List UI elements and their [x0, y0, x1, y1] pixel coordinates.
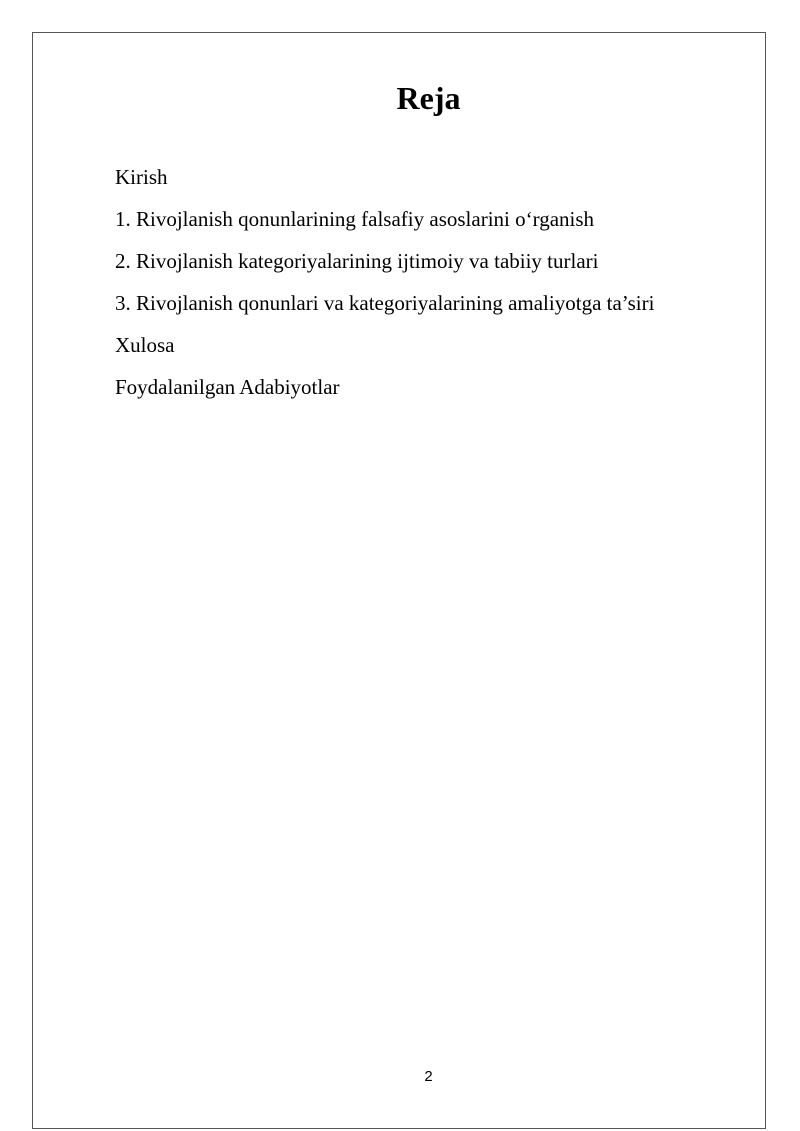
- toc-item-conclusion: Xulosa: [115, 333, 175, 357]
- toc-item-references: Foydalanilgan Adabiyotlar: [115, 375, 340, 399]
- toc-item-introduction: Kirish: [115, 165, 168, 189]
- page-title: Reja: [396, 80, 461, 116]
- toc-item-section-1: 1. Rivojlanish qonunlarining falsafiy asoslarini o‘rganish: [115, 207, 595, 231]
- toc-item-section-2: 2. Rivojlanish kategoriyalarining ijtimoiy va tabiiy turlari: [115, 249, 599, 273]
- page-number: 2: [424, 1068, 433, 1085]
- table-of-contents: [115, 163, 654, 415]
- toc-item-section-3: 3. Rivojlanish qonunlari va kategoriyalarining amaliyotga ta’siri: [115, 291, 655, 315]
